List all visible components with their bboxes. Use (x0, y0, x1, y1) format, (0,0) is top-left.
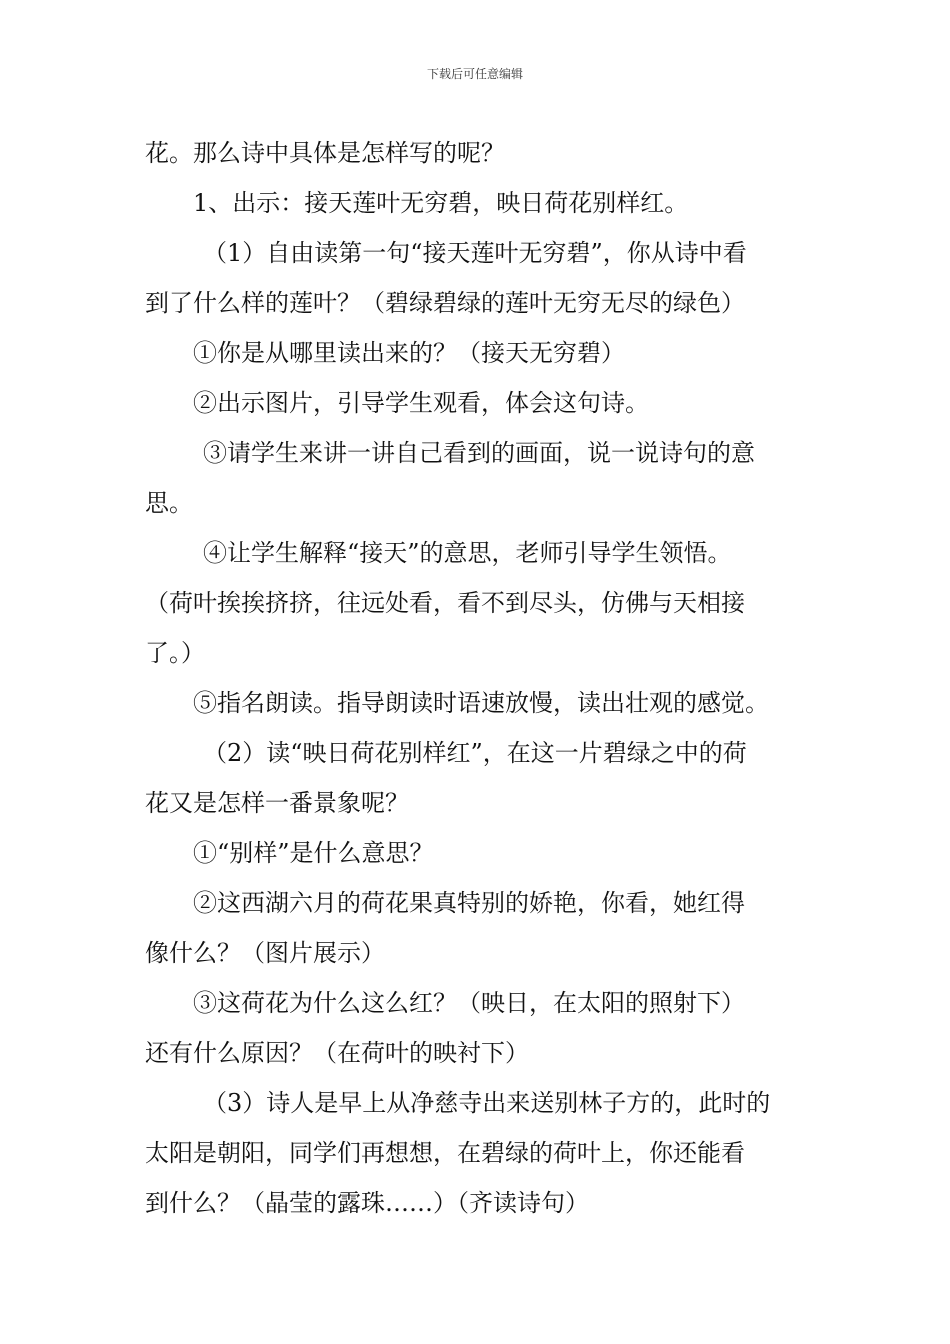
text-line: 花又是怎样一番景象呢？ (145, 789, 409, 817)
text-line: （3）诗人是早上从净慈寺出来送别林子方的，此时的 (203, 1089, 771, 1117)
text-line: 思。 (145, 489, 193, 517)
text-line: ②出示图片，引导学生观看，体会这句诗。 (193, 389, 649, 417)
page-header: 下载后可任意编辑 (426, 67, 523, 81)
text-line: 1、出示：接天莲叶无穷碧，映日荷花别样红。 (193, 189, 689, 217)
text-line: 太阳是朝阳，同学们再想想，在碧绿的荷叶上，你还能看 (145, 1139, 745, 1167)
text-line: （2）读“映日荷花别样红”，在这一片碧绿之中的荷 (203, 739, 747, 767)
text-line: 到什么？（晶莹的露珠……）（齐读诗句） (145, 1189, 589, 1217)
text-line: ⑤指名朗读。指导朗读时语速放慢，读出壮观的感觉。 (193, 689, 769, 717)
document-body (145, 128, 815, 1228)
text-line: 还有什么原因？（在荷叶的映衬下） (145, 1039, 529, 1067)
text-line: ②这西湖六月的荷花果真特别的娇艳，你看，她红得 (193, 889, 745, 917)
text-line: ①“别样”是什么意思？ (193, 839, 434, 867)
text-line: ①你是从哪里读出来的？（接天无穷碧） (193, 339, 625, 367)
text-line: 了。） (145, 639, 205, 667)
text-line: （荷叶挨挨挤挤，往远处看，看不到尽头，仿佛与天相接 (145, 589, 745, 617)
text-line: ③这荷花为什么这么红？（映日，在太阳的照射下） (193, 989, 745, 1017)
text-line: 花。那么诗中具体是怎样写的呢？ (145, 139, 505, 167)
text-line: 像什么？（图片展示） (145, 939, 385, 967)
text-line: ④让学生解释“接天”的意思，老师引导学生领悟。 (203, 539, 732, 567)
text-line: ③请学生来讲一讲自己看到的画面，说一说诗句的意 (203, 439, 755, 467)
text-line: 到了什么样的莲叶？（碧绿碧绿的莲叶无穷无尽的绿色） (145, 289, 745, 317)
text-line: （1）自由读第一句“接天莲叶无穷碧”，你从诗中看 (203, 239, 747, 267)
